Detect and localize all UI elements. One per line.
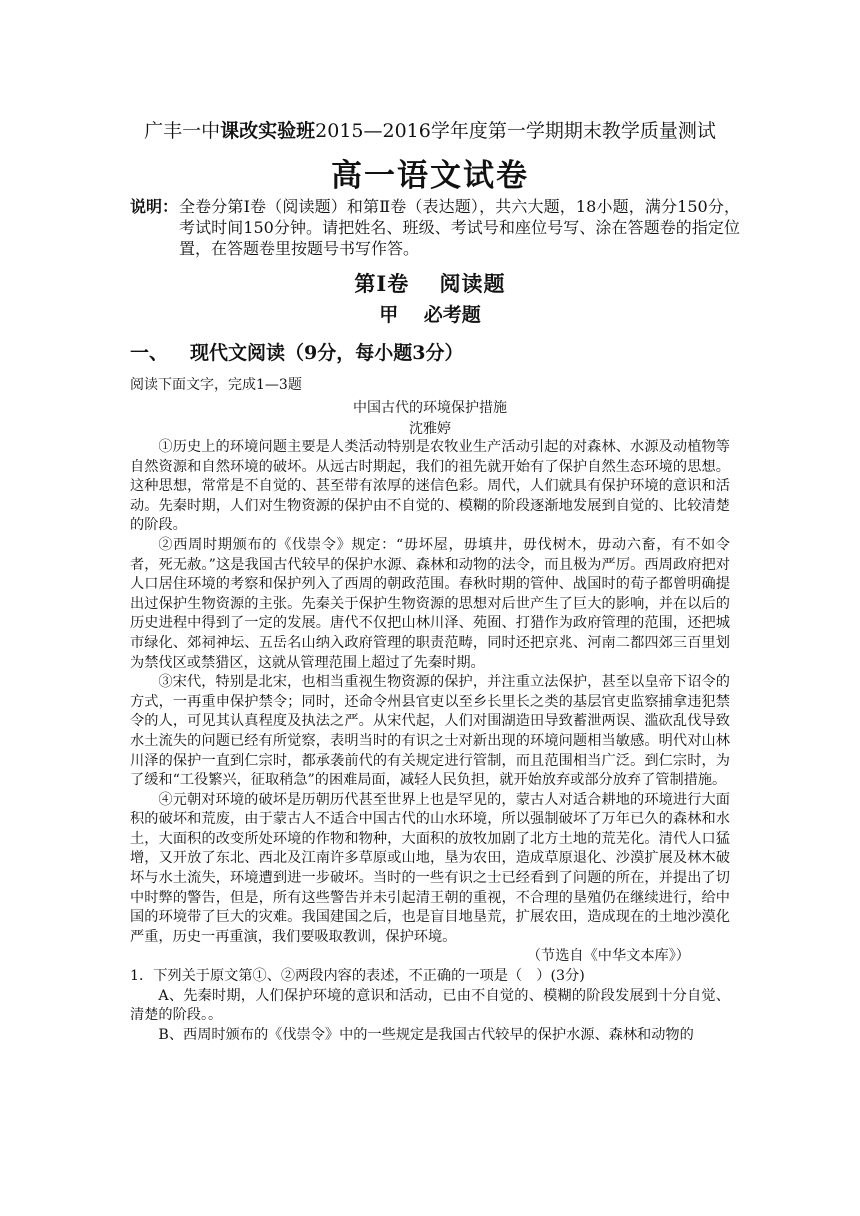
instructions [130, 196, 740, 259]
question-1-stem: 1．下列关于原文第①、②两段内容的表述，不正确的一项是（ ）(3分) [130, 968, 585, 985]
article-body [130, 438, 730, 1045]
question-1-option-b: B、西周时颁布的《伐崇令》中的一些规定是我国古代较早的保护水源、森林和动物的 [158, 1026, 694, 1043]
part-subtitle: 甲 必考题 [379, 304, 481, 326]
instructions-label: 说明： [130, 197, 179, 216]
section-number: 一、 [130, 342, 169, 364]
header-prefix: 广丰一中 [144, 120, 221, 142]
article-paragraph-4: ④元朝对环境的破坏是历朝历代甚至世界上也是罕见的，蒙古人对适合耕地的环境进行大面积的破坏和荒废，由于蒙古人不适合中国古代的山水环境，所以强制破坏了万年已久的森林和水土，大面积的改变所处环境的作物和物种，大面积的放牧加剧了北方土地的荒芜化。清代人口猛增，又开放了东北、西北及江南许多草原或山地，垦为农田，造成草原退化、沙漠扩展及林木破坏与水土流失，环境遭到进一步破坏。当时的一些有识之士已经看到了问题的所在，并提出了切中时弊的警告，但是，所有这些警告并未引起清王朝的重视，不合理的垦殖仍在继续进行，给中国的环境带了巨大的灾难。我国建国之后，也是盲目地垦荒，扩展农田，造成现在的土地沙漠化严重，历史一再重演，我们要吸取教训，保护环境。 [130, 791, 730, 945]
question-1-option-a: A、先秦时期，人们保护环境的意识和活动，已由不自觉的、模糊的阶段发展到十分自觉、清楚的阶段。。 [130, 987, 730, 1024]
reading-instruction: 阅读下面文字，完成1—3题 [130, 377, 302, 393]
header-suffix: 2015—2016学年度第一学期期末教学质量测试 [315, 120, 716, 142]
article-author: 沈雅婷 [409, 421, 451, 437]
article-paragraph-2: ②西周时期颁布的《伐崇令》规定：“毋坏屋，毋填井，毋伐树木，毋动六畜，有不如令者，死无赦。”这是我国古代较早的保护水源、森林和动物的法令，而且极为严厉。西周政府把对人口居住环境的考察和保护列入了西周的朝政范围。春秋时期的管仲、战国时的荀子都曾明确提出过保护生物资源的主张。先秦关于保护生物资源的思想对后世产生了巨大的影响，并在以后的历史进程中得到了一定的发展。唐代不仅把山林川泽、苑囿、打猎作为政府管理的范围，还把城市绿化、郊祠神坛、五岳名山纳入政府管理的职责范畴，同时还把京兆、河南二都四郊三百里划为禁伐区或禁猎区，这就从管理范围上超过了先秦时期。 [130, 536, 730, 671]
section-heading [130, 338, 463, 365]
article-paragraph-3: ③宋代，特别是北宋，也相当重视生物资源的保护，并注重立法保护，甚至以皇帝下诏令的方式，一再重申保护禁令；同时，还命令州县官吏以至乡长里长之类的基层官吏监察捕拿违犯禁令的人，可见其认真程度及执法之严。从宋代起，人们对围湖造田导致蓄泄两误、滥砍乱伐导致水土流失的问题已经有所觉察，表明当时的有识之士对新出现的环境问题相当敏感。明代对山林川泽的保护一直到仁宗时，都承袭前代的有关规定进行管制，而且范围相当广泛。到仁宗时，为了缓和“工役繁兴，征取稍急”的困难局面，减轻人民负担，就开始放弃或部分放弃了管制措施。 [130, 674, 730, 789]
exam-header [0, 116, 860, 143]
article-source: （节选自《中华文本库》） [526, 948, 690, 965]
exam-title: 高一语文试卷 [331, 158, 529, 194]
part-title: 第Ⅰ卷 阅读题 [354, 271, 506, 296]
instructions-text: 全卷分第Ⅰ卷（阅读题）和第Ⅱ卷（表达题），共六大题，18小题，满分150分，考试时间150分钟。请把姓名、班级、考试号和座位号写、涂在答题卷的指定位置，在答题卷里按题号书写作答。 [179, 197, 740, 258]
header-bold-part: 课改实验班 [220, 120, 316, 142]
article-paragraph-1: ①历史上的环境问题主要是人类活动特别是农牧业生产活动引起的对森林、水源及动植物等自然资源和自然环境的破坏。从远古时期起，我们的祖先就开始有了保护自然生态环境的思想。这种思想，常常是不自觉的、甚至带有浓厚的迷信色彩。周代，人们就具有保护环境的意识和活动。先秦时期，人们对生物资源的保护由不自觉的、模糊的阶段逐渐地发展到自觉的、比较清楚的阶段。 [130, 439, 730, 534]
article-title: 中国古代的环境保护措施 [353, 400, 507, 416]
section-title: 现代文阅读（9分，每小题3分） [190, 342, 464, 364]
